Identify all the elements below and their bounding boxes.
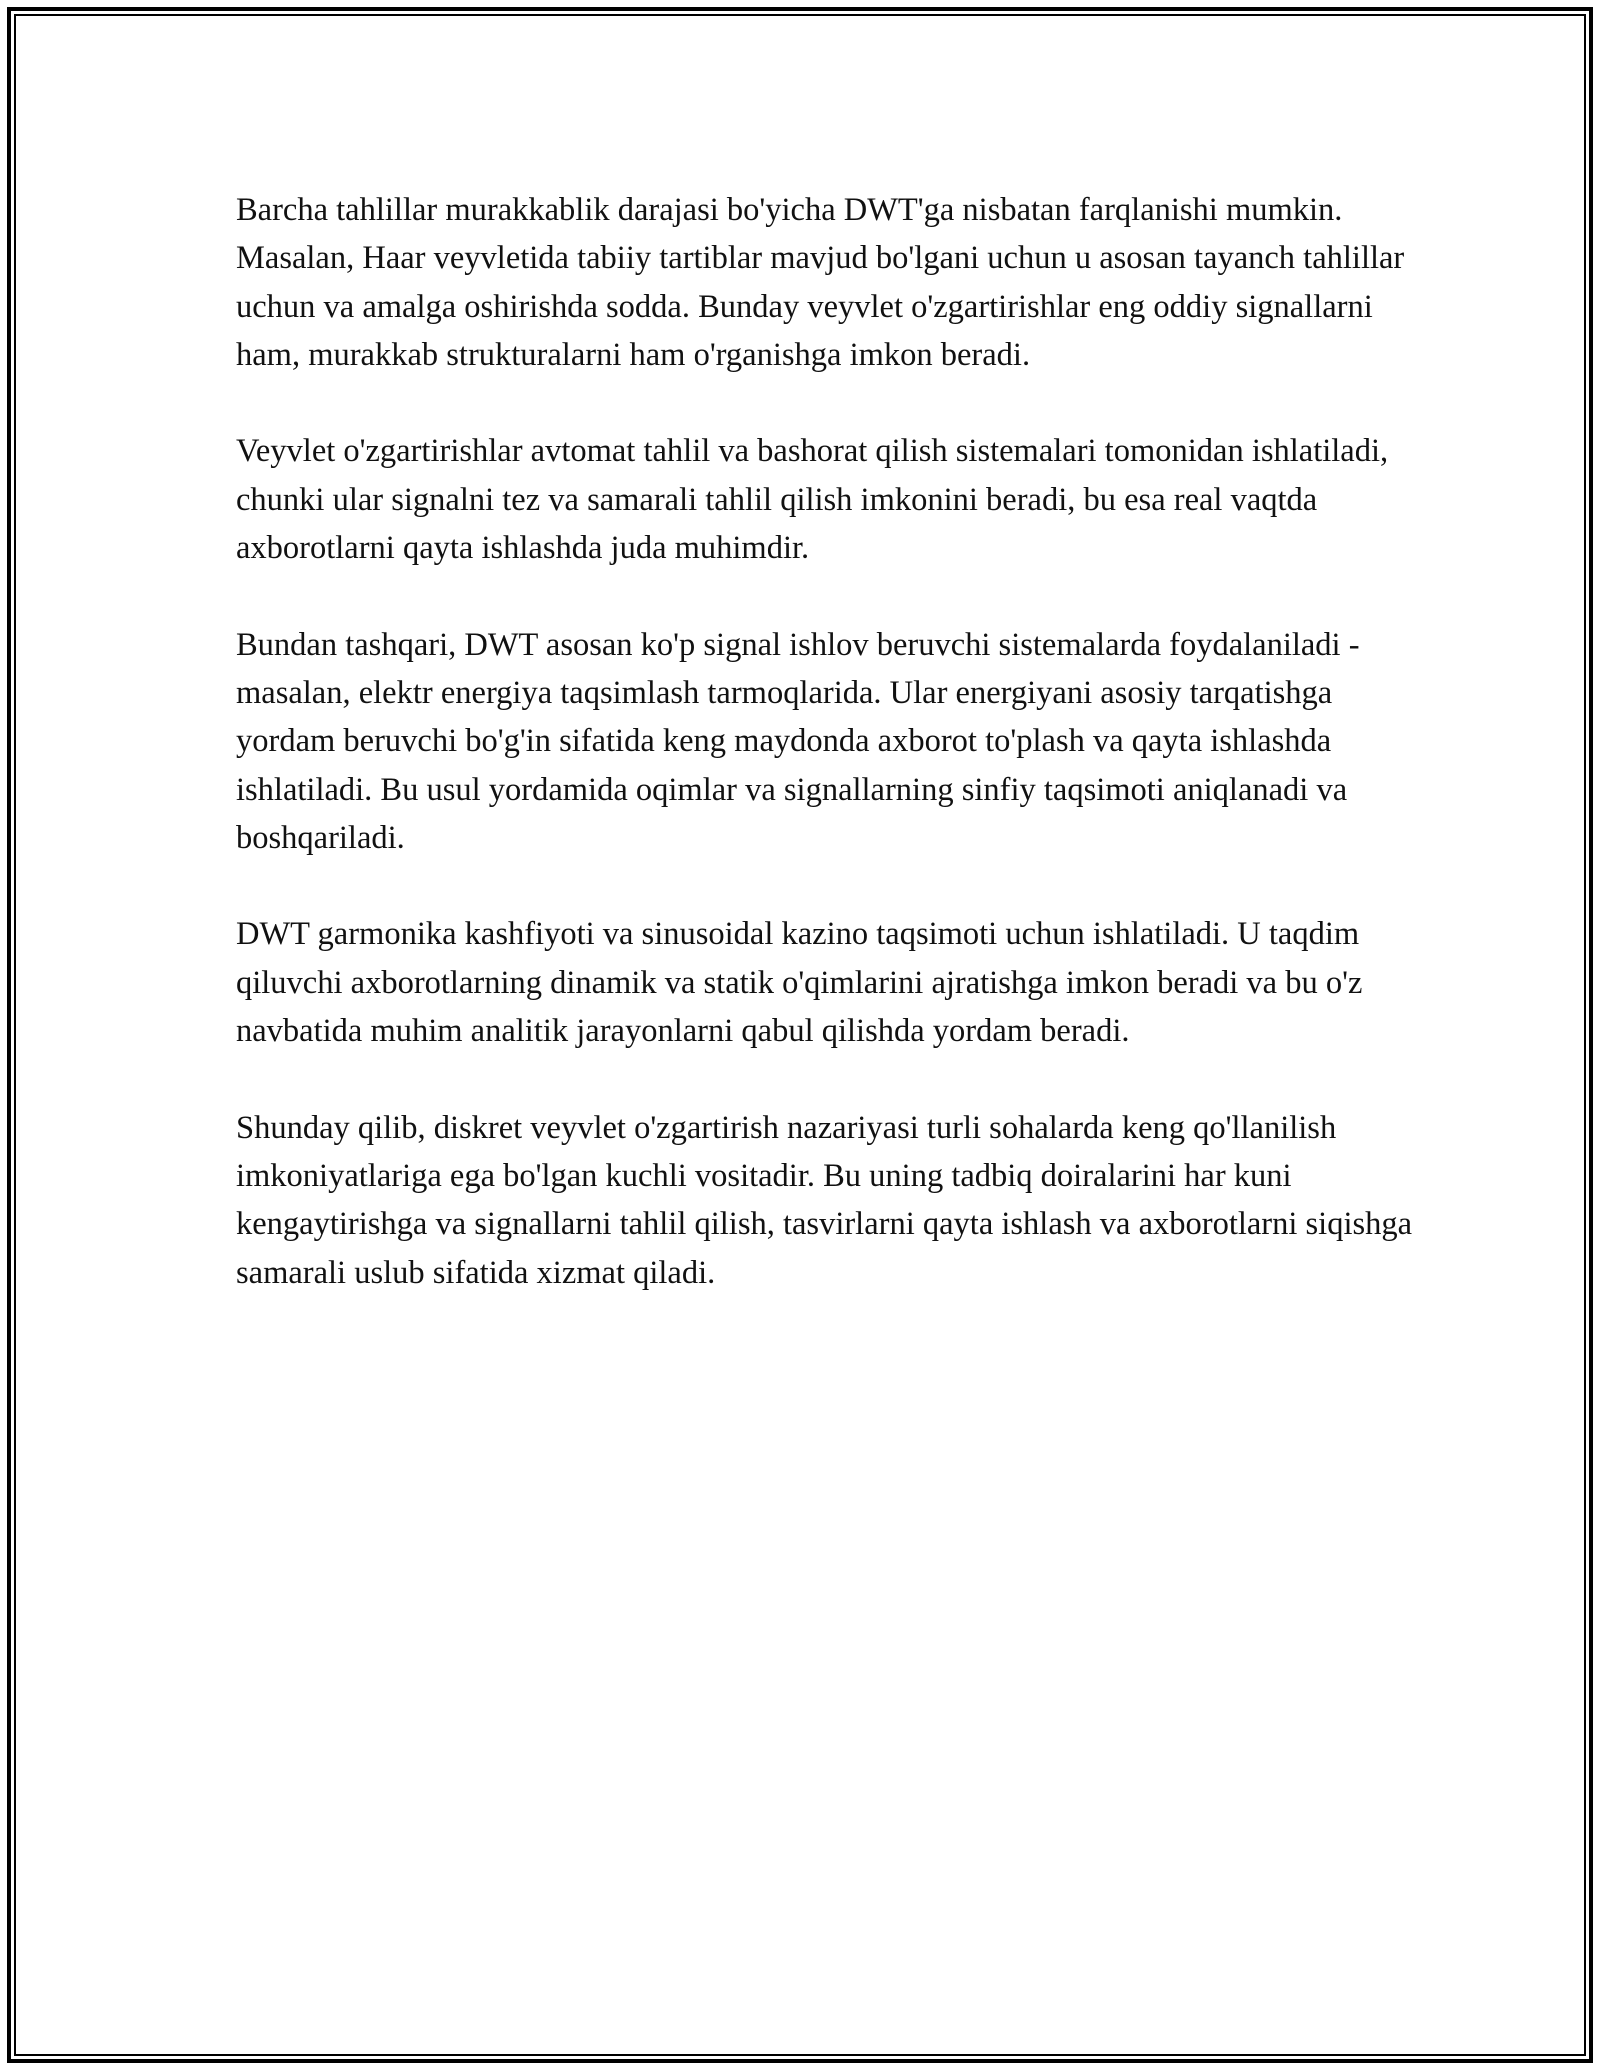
paragraph-1: Barcha tahlillar murakkablik darajasi bo'yicha DWT'ga nisbatan farqlanishi mumkin. Masalan, Haar veyvletida tabiiy tartiblar mavjud bo'lgani uchun u asosan tayanch tahlillar uchun va amalga oshirishda sodda. Bunday veyvlet o'zgartirishlar eng oddiy signallarni ham, murakkab strukturalarni ham o'rganishga imkon beradi. <box>236 192 1405 373</box>
paragraph-5: Shunday qilib, diskret veyvlet o'zgartirish nazariyasi turli sohalarda keng qo'llanilish imkoniyatlariga ega bo'lgan kuchli vositadir. Bu uning tadbiq doiralarini har kuni kengaytirishga va signallarni tahlil qilish, tasvirlarni qayta ishlash va axborotlarni siqishga samarali uslub sifatida xizmat qiladi. <box>236 1109 1413 1291</box>
document-body <box>236 186 1416 1345</box>
paragraph-4: DWT garmonika kashfiyoti va sinusoidal kazino taqsimoti uchun ishlatiladi. U taqdim qiluvchi axborotlarning dinamik va statik o'qimlarini ajratishga imkon beradi va bu o'z navbatida muhim analitik jarayonlarni qabul qilishda yordam beradi. <box>236 916 1363 1050</box>
paragraph-2: Veyvlet o'zgartirishlar avtomat tahlil va bashorat qilish sistemalari tomonidan ishlatiladi, chunki ular signalni tez va samarali tahlil qilish imkonini beradi, bu esa real vaqtda axborotlarni qayta ishlashda juda muhimdir. <box>236 433 1389 567</box>
paragraph-3: Bundan tashqari, DWT asosan ko'p signal ishlov beruvchi sistemalarda foydalaniladi - masalan, elektr energiya taqsimlash tarmoqlarida. Ular energiyani asosiy tarqatishga yordam beruvchi bo'g'in sifatida keng maydonda axborot to'plash va qayta ishlashda ishlatiladi. Bu usul yordamida oqimlar va signallarning sinfiy taqsimoti aniqlanadi va boshqariladi. <box>236 626 1360 856</box>
